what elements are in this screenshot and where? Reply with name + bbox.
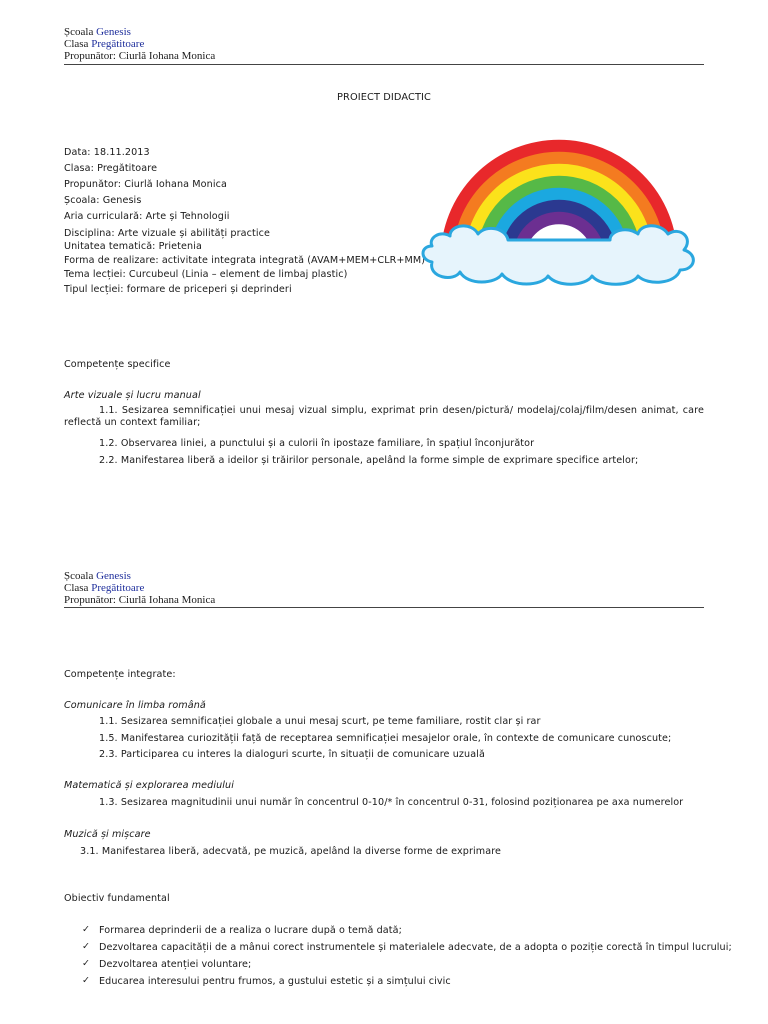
competence-item: 2.2. Manifestarea liberă a ideilor și trăirilor personale, apelând la forme simple de exprimare specifice artelor; [99,455,639,466]
competence-item: 1.5. Manifestarea curiozității față de receptarea semnificației mesajelor orale, în contexte de comunicare cunoscute; [99,733,672,744]
info-line: Tipul lecției: formare de priceperi și deprinderi [64,284,292,295]
header-class: Clasa Pregătitoare [64,582,145,594]
header-school: Școala Genesis [64,570,131,582]
subject-heading: Comunicare în limba română [64,700,206,711]
competence-item: 1.1. Sesizarea semnificației unui mesaj vizual simplu, exprimat prin desen/pictură/ modelaj/colaj/film/desen animat, care reflectă un context familiar; [64,405,704,428]
section-heading: Competențe integrate: [64,669,176,680]
checkmark-icon: ✓ [82,975,90,986]
competence-item: 2.3. Participarea cu interes la dialoguri scurte, în situații de comunicare uzuală [99,749,485,760]
subject-heading: Arte vizuale și lucru manual [64,390,201,401]
checkmark-icon: ✓ [82,958,90,969]
objective-item: Formarea deprinderii de a realiza o lucrare după o temă dată; [99,925,402,936]
header-divider [64,64,704,65]
rainbow-cloud-image [418,134,700,292]
info-line: Disciplina: Arte vizuale și abilități practice [64,228,271,239]
subject-heading: Matematică și explorarea mediului [64,780,234,791]
header-author: Propunător: Ciurlă Iohana Monica [64,50,216,62]
checkmark-icon: ✓ [82,924,90,935]
info-line: Clasa: Pregătitoare [64,163,158,174]
page-title: PROIECT DIDACTIC [337,92,431,103]
competence-item: 3.1. Manifestarea liberă, adecvată, pe muzică, apelând la diverse forme de exprimare [80,846,502,857]
subject-heading: Muzică și mișcare [64,829,151,840]
header-divider [64,607,704,608]
info-line: Tema lecției: Curcubeul (Linia – element de limbaj plastic) [64,269,348,280]
objective-item: Dezvoltarea atenției voluntare; [99,959,252,970]
info-line: Aria curriculară: Arte și Tehnologii [64,211,230,222]
info-line: Unitatea tematică: Prietenia [64,241,202,252]
section-heading: Competențe specifice [64,359,171,370]
info-line: Forma de realizare: activitate integrata integrată (AVAM+MEM+CLR+MM) [64,255,426,266]
checkmark-icon: ✓ [82,941,90,952]
header-school: Școala Genesis [64,26,131,38]
cloud-shape [423,226,693,285]
info-line: Propunător: Ciurlă Iohana Monica [64,179,227,190]
competence-item: 1.1. Sesizarea semnificației globale a unui mesaj scurt, pe teme familiare, rostit clar și rar [99,716,541,727]
competence-item: 1.2. Observarea liniei, a punctului și a culorii în ipostaze familiare, în spațiul înconjurător [99,438,535,449]
objective-item: Dezvoltarea capacității de a mânui corect instrumentele și materialele adecvate, de a adopta o poziție corectă în timpul lucrului; [99,942,732,953]
header-class: Clasa Pregătitoare [64,38,145,50]
section-heading: Obiectiv fundamental [64,893,170,904]
header-author: Propunător: Ciurlă Iohana Monica [64,594,216,606]
info-line: Școala: Genesis [64,195,142,206]
objective-item: Educarea interesului pentru frumos, a gustului estetic și a simțului civic [99,976,451,987]
info-line: Data: 18.11.2013 [64,147,150,158]
competence-item: 1.3. Sesizarea magnitudinii unui număr în concentrul 0-10/* în concentrul 0-31, folosind poziționarea pe axa numerelor [99,797,684,808]
